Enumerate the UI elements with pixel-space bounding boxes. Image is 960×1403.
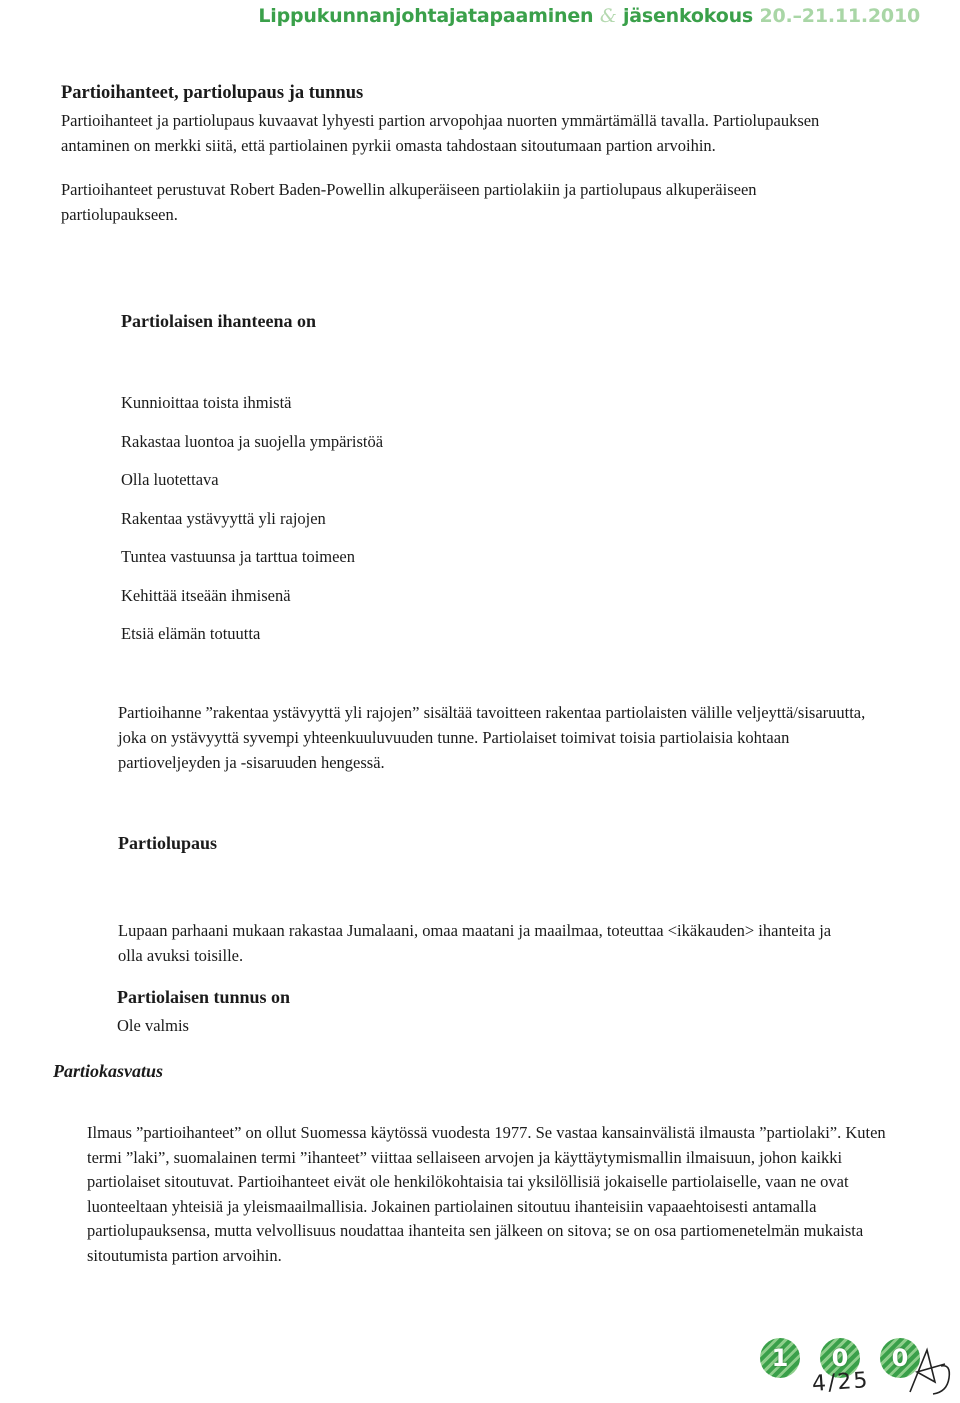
ideals-heading: Partiolaisen ihanteena on <box>121 311 317 331</box>
section-heading: Partioihanteet, partiolupaus ja tunnus <box>61 83 364 103</box>
ideal-item: Kehittää itseään ihmisenä <box>121 585 291 605</box>
header-dates: 20.–21.11.2010 <box>759 5 920 27</box>
ideal-item: Tuntea vastuunsa ja tarttua toimeen <box>121 547 356 566</box>
promise-heading: Partiolupaus <box>118 833 218 853</box>
header-title: Lippukunnanjohtajatapaaminen <box>258 5 594 27</box>
header-subtitle: jäsenkokous <box>622 5 754 27</box>
sign-heading: Partiolaisen tunnus on <box>117 987 291 1007</box>
logo-digit: 1 <box>760 1338 800 1378</box>
sign-text: Ole valmis <box>117 1016 189 1035</box>
logo-digit: 0 <box>880 1338 920 1378</box>
ideal-item: Etsiä elämän totuutta <box>121 624 261 643</box>
ideal-item: Rakentaa ystävyyttä yli rajojen <box>121 508 326 528</box>
friendship-paragraph: Partioihanne ”rakentaa ystävyyttä yli rajojen” sisältää tavoitteen rakentaa partiolaisten välille veljeyttä/sisaruutta, joka on ystävyyttä syvempi yhteenkuuluvuuden tunne. Partiolaiset toimivat toisia partiolaisia kohtaan partioveljeyden ja -sisaruuden hengessä. <box>118 703 866 772</box>
document-header <box>258 5 920 27</box>
handwritten-page-note: 4/25 <box>811 1368 871 1397</box>
ideal-item: Kunnioittaa toista ihmistä <box>121 393 292 412</box>
intro-paragraph-1: Partioihanteet ja partiolupaus kuvaavat lyhyesti partion arvopohjaa nuorten ymmärtämällä tavalla. Partiolupauksen antaminen on merkki siitä, että partiolainen pyrkii omasta tahdostaan sitoutumaan partion arvoihin. <box>61 111 820 155</box>
logo-digit: 0 <box>820 1338 860 1378</box>
ideal-item: Olla luotettava <box>121 470 219 489</box>
intro-text <box>61 108 861 227</box>
education-text: Ilmaus ”partioihanteet” on ollut Suomessa käytössä vuodesta 1977. Se vastaa kansainvälistä ilmausta ”partiolaki”. Kuten termi ”laki”, suomalainen termi ”ihanteet” viittaa sellaiseen arvojen ja käyttäytymismallin ilmaisuun, johon kaikki partiolaiset sitoutuvat. Partioihanteet eivät ole henkilökohtaisia tai yksilöllisiä jokaiselle partiolaiselle, vaan ne ovat luonteeltaan yhteisiä ja yleismaailmallisia. Jokainen partiolainen sitoutuu ihanteisiin vapaaehtoisesti antamalla partiolupauksensa, mutta velvollisuus noudattaa ihanteita sen jälkeen on sitova; se on osa partiomenetelmän mukaista sitoutumista partion arvoihin. <box>87 1123 886 1265</box>
promise-text: Lupaan parhaani mukaan rakastaa Jumalaani, omaa maatani ja maailmaa, toteuttaa <ikäkauden> ihanteita ja olla avuksi toisille. <box>118 921 832 965</box>
intro-paragraph-2: Partioihanteet perustuvat Robert Baden-Powellin alkuperäiseen partiolakiin ja partiolupaus alkuperäiseen partiolupaukseen. <box>61 180 757 224</box>
handwritten-initials-icon <box>905 1342 955 1400</box>
ideal-item: Rakastaa luontoa ja suojella ympäristöä <box>121 431 384 451</box>
header-ampersand: & <box>599 5 617 27</box>
education-heading: Partiokasvatus <box>53 1061 164 1081</box>
ideals-list <box>121 390 383 660</box>
